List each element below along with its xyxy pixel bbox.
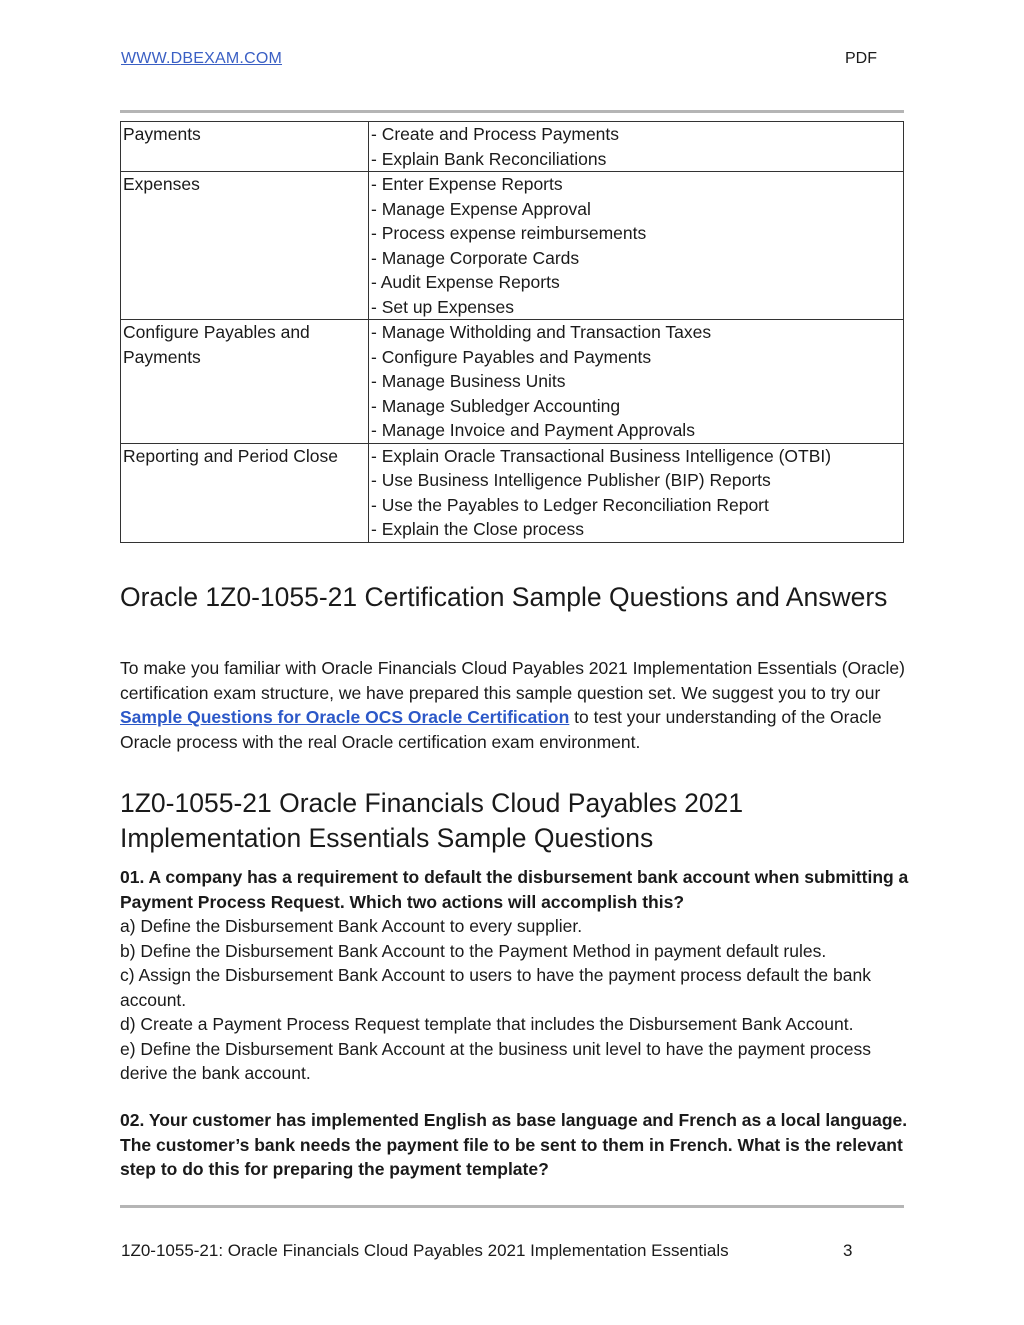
topic-cell: Expenses — [121, 172, 369, 320]
subtopic-item: - Manage Expense Approval — [371, 198, 591, 219]
subtopic-item: - Manage Witholding and Transaction Taxes — [371, 322, 712, 342]
option-c: c) Assign the Disbursement Bank Account to users to have the payment process default the bank account. — [120, 965, 871, 1010]
topic-cell: Configure Payables and Payments — [121, 320, 369, 444]
topics-table — [120, 121, 904, 543]
table-row — [121, 443, 904, 542]
sample-questions-link[interactable]: Sample Questions for Oracle OCS Oracle Certification — [120, 707, 570, 727]
footer-title: 1Z0-1055-21: Oracle Financials Cloud Payables 2021 Implementation Essentials — [121, 1241, 729, 1260]
subtopic-item: - Create and Process Payments — [371, 124, 620, 144]
topic-cell: Payments — [121, 122, 369, 172]
question-2 — [120, 1108, 910, 1182]
subtopics-cell — [369, 122, 904, 172]
subtopic-item: - Enter Expense Reports — [371, 174, 563, 194]
subtopic-item: - Explain Oracle Transactional Business Intelligence (OTBI) — [371, 445, 832, 466]
footer-divider — [120, 1205, 904, 1208]
subtopic-item: - Manage Subledger Accounting — [371, 395, 621, 416]
intro-text-before: To make you familiar with Oracle Financials Cloud Payables 2021 Implementation Essentials (Oracle) certification exam structure, we have prepared this sample question set. We suggest you to try our — [120, 658, 905, 703]
topic-cell: Reporting and Period Close — [121, 443, 369, 542]
option-d: d) Create a Payment Process Request template that includes the Disbursement Bank Account. — [120, 1014, 854, 1034]
format-label: PDF — [845, 50, 877, 67]
site-link[interactable]: WWW.DBEXAM.COM — [121, 50, 283, 67]
question-1 — [120, 865, 910, 1086]
table-row — [121, 320, 904, 444]
subtopic-item: - Process expense reimbursements — [371, 223, 647, 243]
page-number: 3 — [843, 1241, 853, 1260]
subtopics-cell — [369, 443, 904, 542]
subtopic-item: - Configure Payables and Payments — [371, 346, 652, 367]
intro-text-after: to test your understanding of the Oracle Oracle process with the real Oracle certification exam environment. — [120, 707, 882, 752]
question-text: 01. A company has a requirement to default the disbursement bank account when submitting a Payment Process Request. Which two actions will accomplish this? — [120, 867, 909, 912]
question-text: 02. Your customer has implemented English as base language and French as a local language. The customer’s bank needs the payment file to be sent to them in French. What is the relevant step to do this for preparing the payment template? — [120, 1110, 908, 1179]
subtopic-item: - Manage Corporate Cards — [371, 247, 580, 268]
subtopics-cell — [369, 320, 904, 444]
header-divider — [120, 110, 904, 113]
table-row — [121, 172, 904, 320]
cert-section-heading: Oracle 1Z0-1055-21 Certification Sample Questions and Answers — [120, 582, 888, 612]
option-b: b) Define the Disbursement Bank Account to the Payment Method in payment default rules. — [120, 940, 827, 961]
intro-paragraph — [120, 656, 920, 754]
table-row — [121, 122, 904, 172]
option-a: a) Define the Disbursement Bank Account to every supplier. — [120, 916, 583, 936]
option-e: e) Define the Disbursement Bank Account at the business unit level to have the payment process derive the bank account. — [120, 1038, 871, 1083]
subtopic-item: - Use the Payables to Ledger Reconciliation Report — [371, 494, 769, 515]
subtopic-item: - Manage Business Units — [371, 371, 566, 391]
subtopic-item: - Explain the Close process — [371, 519, 585, 539]
subtopic-item: - Explain Bank Reconciliations — [371, 148, 607, 169]
subtopic-item: - Manage Invoice and Payment Approvals — [371, 420, 695, 440]
subtopic-item: - Use Business Intelligence Publisher (BIP) Reports — [371, 470, 771, 490]
subtopics-cell — [369, 172, 904, 320]
sample-questions-heading: 1Z0-1055-21 Oracle Financials Cloud Payables 2021 Implementation Essentials Sample Questions — [120, 788, 744, 853]
subtopic-item: - Audit Expense Reports — [371, 272, 560, 292]
subtopic-item: - Set up Expenses — [371, 296, 514, 317]
